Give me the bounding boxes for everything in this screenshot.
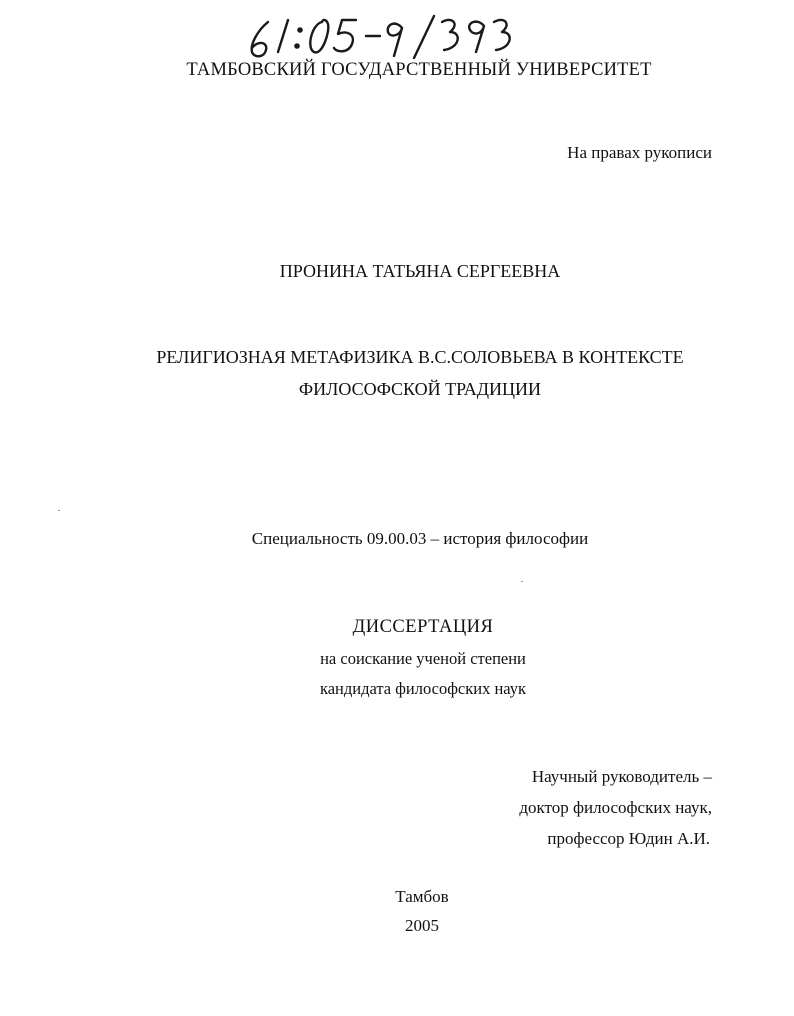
advisor-degree: доктор философских наук, xyxy=(519,798,712,817)
dissertation-heading: ДИССЕРТАЦИЯ xyxy=(352,617,494,637)
dissertation-title-line-1: РЕЛИГИОЗНАЯ МЕТАФИЗИКА В.С.СОЛОВЬЕВА В КОНТЕКСТЕ xyxy=(156,347,684,367)
dissertation-title-line-2: ФИЛОСОФСКОЙ ТРАДИЦИИ xyxy=(298,379,542,399)
advisor-name: профессор Юдин А.И. xyxy=(547,829,710,848)
degree-line-2: кандидата философских наук xyxy=(319,679,527,698)
degree-line-1: на соискание ученой степени xyxy=(320,649,526,668)
scan-speck xyxy=(58,510,60,511)
scan-speck xyxy=(521,581,523,582)
year: 2005 xyxy=(405,916,439,935)
advisor-label: Научный руководитель – xyxy=(531,767,712,786)
manuscript-rights-note: На правах рукописи xyxy=(567,143,712,162)
university-name: ТАМБОВСКИЙ ГОСУДАРСТВЕННЫЙ УНИВЕРСИТЕТ xyxy=(186,60,652,80)
city: Тамбов xyxy=(395,887,449,906)
speciality: Специальность 09.00.03 – история философии xyxy=(251,529,589,548)
handwritten-catalog-number xyxy=(238,8,528,68)
author-name: ПРОНИНА ТАТЬЯНА СЕРГЕЕВНА xyxy=(279,261,561,281)
